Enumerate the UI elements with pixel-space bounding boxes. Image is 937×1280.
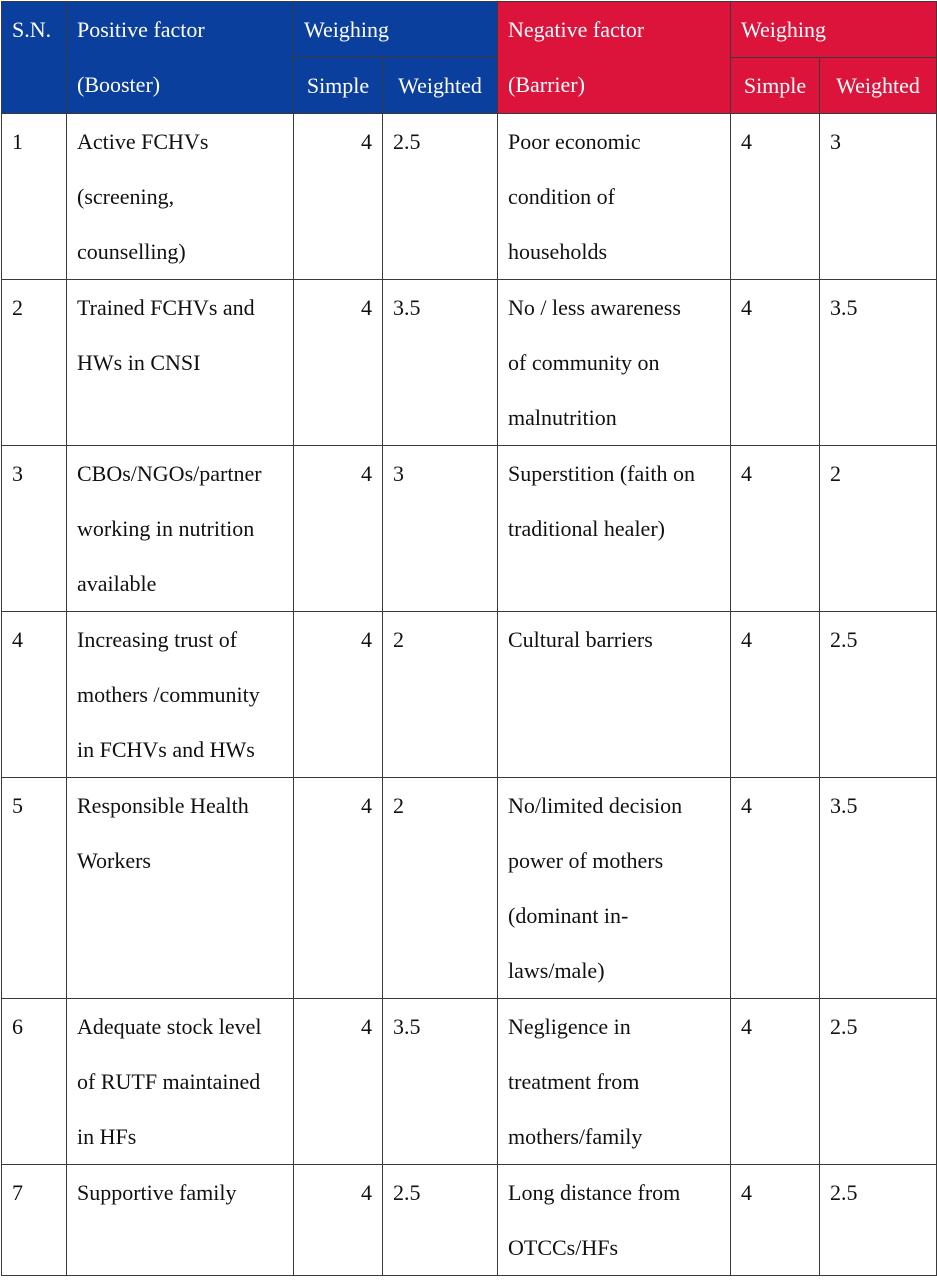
negative-factor-cell <box>498 612 731 778</box>
header-row-top <box>2 2 937 58</box>
row-number: 6 <box>2 999 67 1165</box>
negative-factor-cell <box>498 114 731 280</box>
table-row <box>2 612 937 778</box>
negative-factor-text: Long distance from OTCCs/HFs <box>508 1180 681 1260</box>
table-row <box>2 778 937 999</box>
negative-weighted-cell: 2.5 <box>820 999 937 1165</box>
negative-simple-cell: 4 <box>731 114 820 280</box>
positive-weighted-cell: 2.5 <box>383 1165 498 1276</box>
negative-factor-cell <box>498 1165 731 1276</box>
positive-factor-cell <box>67 280 294 446</box>
negative-factor-cell <box>498 778 731 999</box>
row-number: 2 <box>2 280 67 446</box>
row-number: 3 <box>2 446 67 612</box>
positive-factor-cell <box>67 778 294 999</box>
positive-simple-cell: 4 <box>294 999 383 1165</box>
positive-factor-header-line2: (Booster) <box>77 72 161 97</box>
negative-factor-text: Poor economic condition of households <box>508 129 641 264</box>
negative-factor-cell <box>498 446 731 612</box>
positive-factor-header <box>67 2 294 114</box>
positive-simple-cell: 4 <box>294 778 383 999</box>
negative-weighted-cell: 2 <box>820 446 937 612</box>
weighing-positive-header: Weighing <box>294 2 498 58</box>
positive-weighted-cell: 3 <box>383 446 498 612</box>
negative-weighted-cell: 3.5 <box>820 280 937 446</box>
positive-factor-cell <box>67 1165 294 1276</box>
positive-weighted-cell: 2.5 <box>383 114 498 280</box>
negative-simple-cell: 4 <box>731 446 820 612</box>
sn-header: S.N. <box>2 2 67 114</box>
positive-factor-text: Adequate stock level of RUTF maintained in HFs <box>77 1014 262 1149</box>
negative-factor-header <box>498 2 731 114</box>
row-number: 1 <box>2 114 67 280</box>
negative-simple-cell: 4 <box>731 778 820 999</box>
negative-factor-cell <box>498 999 731 1165</box>
positive-weighted-cell: 2 <box>383 612 498 778</box>
positive-simple-cell: 4 <box>294 280 383 446</box>
negative-weighted-cell: 3 <box>820 114 937 280</box>
table-row <box>2 999 937 1165</box>
negative-simple-cell: 4 <box>731 612 820 778</box>
table-row <box>2 446 937 612</box>
positive-weighted-cell: 3.5 <box>383 280 498 446</box>
negative-simple-cell: 4 <box>731 1165 820 1276</box>
negative-weighted-cell: 2.5 <box>820 1165 937 1276</box>
positive-simple-cell: 4 <box>294 1165 383 1276</box>
factors-table <box>1 1 937 1276</box>
weighted-negative-header: Weighted <box>820 58 937 114</box>
positive-factor-text: CBOs/NGOs/partner working in nutrition available <box>77 461 262 596</box>
positive-factor-text: Supportive family <box>77 1180 237 1205</box>
positive-factor-header-line1: Positive factor <box>77 17 205 42</box>
negative-factor-text: No/limited decision power of mothers (dominant in- laws/male) <box>508 793 683 983</box>
positive-weighted-cell: 2 <box>383 778 498 999</box>
positive-factor-text: Trained FCHVs and HWs in CNSI <box>77 295 255 375</box>
positive-factor-cell <box>67 114 294 280</box>
negative-factor-text: Cultural barriers <box>508 627 653 652</box>
negative-simple-cell: 4 <box>731 999 820 1165</box>
negative-factor-text: Superstition (faith on traditional healer) <box>508 461 695 541</box>
positive-simple-cell: 4 <box>294 446 383 612</box>
weighing-negative-header: Weighing <box>731 2 937 58</box>
positive-simple-cell: 4 <box>294 114 383 280</box>
positive-factor-text: Active FCHVs (screening, counselling) <box>77 129 209 264</box>
positive-factor-cell <box>67 999 294 1165</box>
positive-factor-cell <box>67 612 294 778</box>
negative-factor-text: Negligence in treatment from mothers/family <box>508 1014 643 1149</box>
weighted-positive-header: Weighted <box>383 58 498 114</box>
table-row <box>2 280 937 446</box>
negative-simple-cell: 4 <box>731 280 820 446</box>
row-number: 5 <box>2 778 67 999</box>
negative-weighted-cell: 3.5 <box>820 778 937 999</box>
simple-positive-header: Simple <box>294 58 383 114</box>
row-number: 7 <box>2 1165 67 1276</box>
negative-factor-header-line1: Negative factor <box>508 17 645 42</box>
table-row <box>2 114 937 280</box>
negative-factor-header-line2: (Barrier) <box>508 72 585 97</box>
positive-weighted-cell: 3.5 <box>383 999 498 1165</box>
negative-factor-cell <box>498 280 731 446</box>
table-row <box>2 1165 937 1276</box>
negative-factor-text: No / less awareness of community on malnutrition <box>508 295 681 430</box>
positive-factor-text: Responsible Health Workers <box>77 793 249 873</box>
positive-factor-cell <box>67 446 294 612</box>
positive-factor-text: Increasing trust of mothers /community in FCHVs and HWs <box>77 627 260 762</box>
negative-weighted-cell: 2.5 <box>820 612 937 778</box>
simple-negative-header: Simple <box>731 58 820 114</box>
row-number: 4 <box>2 612 67 778</box>
positive-simple-cell: 4 <box>294 612 383 778</box>
